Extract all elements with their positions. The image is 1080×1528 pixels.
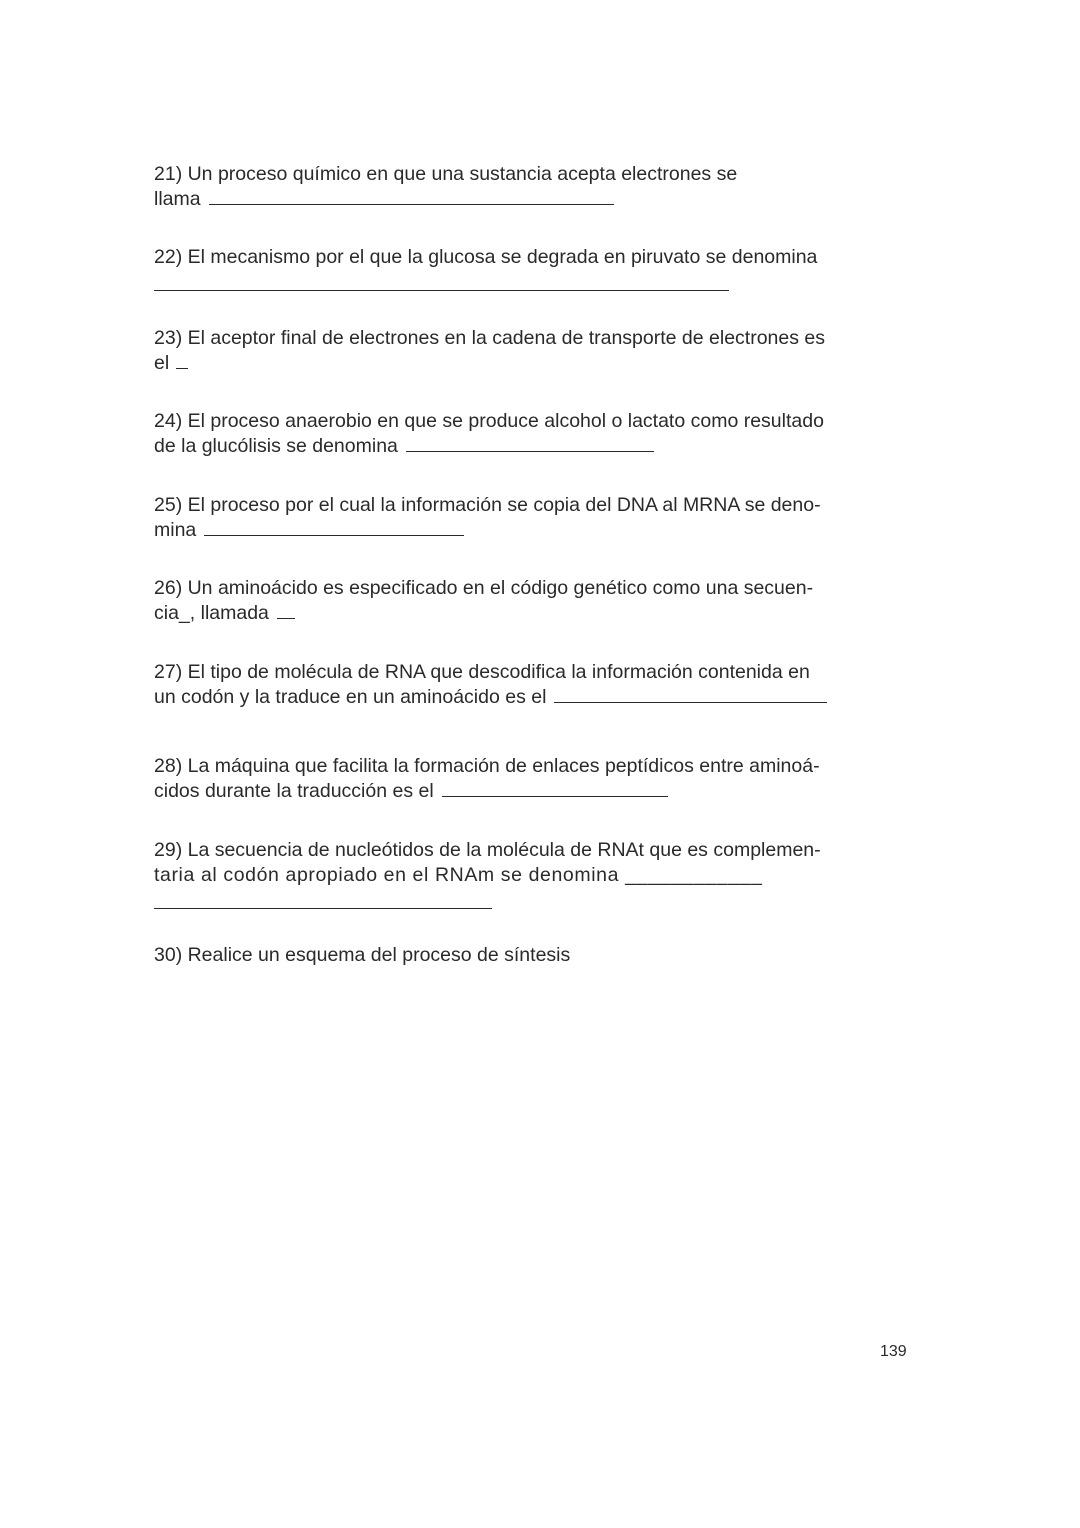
answer-blank-22[interactable] [154,290,729,291]
answer-blank-26[interactable] [277,617,295,619]
question-29-line-1: 29) La secuencia de nucleótidos de la molécula de RNAt que es complemen- [154,839,821,861]
question-26 [154,576,870,626]
question-21 [154,162,870,212]
question-30-text: 30) Realice un esquema del proceso de síntesis [154,944,571,966]
question-22-text: 22) El mecanismo por el que la glucosa se degrada en piruvato se denomina [154,246,818,268]
answer-blank-23[interactable] [176,367,188,369]
question-27-line-1: 27) El tipo de molécula de RNA que descodifica la información contenida en [154,661,810,683]
question-24-line-1: 24) El proceso anaerobio en que se produce alcohol o lactato como resultado [154,410,824,432]
question-28-line-2: cidos durante la traducción es el [154,780,434,802]
page-number: 139 [880,1343,907,1360]
question-27-line-2: un codón y la traduce en un aminoácido es el [154,686,547,708]
answer-blank-29[interactable] [154,908,492,909]
question-25-line-2: mina [154,519,197,541]
question-23 [154,326,870,376]
answer-blank-28[interactable] [442,795,668,797]
question-26-line-2: cia_, llamada [154,602,269,624]
question-21-line-1: 21) Un proceso químico en que una sustancia acepta electrones se [154,163,738,185]
question-24 [154,409,870,459]
question-25-line-1: 25) El proceso por el cual la información se copia del DNA al MRNA se deno- [154,494,821,516]
question-28 [154,754,870,804]
answer-blank-27[interactable] [554,701,827,703]
question-24-line-2: de la glucólisis se denomina [154,435,398,457]
question-30 [154,943,870,968]
answer-blank-24[interactable] [406,450,654,452]
question-23-line-1: 23) El aceptor final de electrones en la cadena de transporte de electrones es [154,327,826,349]
question-29 [154,838,870,888]
question-29-line-2: taria al codón apropiado en el RNAm se denomina ____________ [154,864,763,886]
question-28-line-1: 28) La máquina que facilita la formación de enlaces peptídicos entre aminoá- [154,755,820,777]
question-22 [154,245,870,270]
question-26-line-1: 26) Un aminoácido es especificado en el código genético como una secuen- [154,577,814,599]
answer-blank-25[interactable] [204,534,464,536]
question-27 [154,660,870,710]
answer-blank-21[interactable] [209,203,614,205]
question-25 [154,493,870,543]
question-21-line-2: llama [154,188,201,210]
question-23-line-2: el [154,352,170,374]
